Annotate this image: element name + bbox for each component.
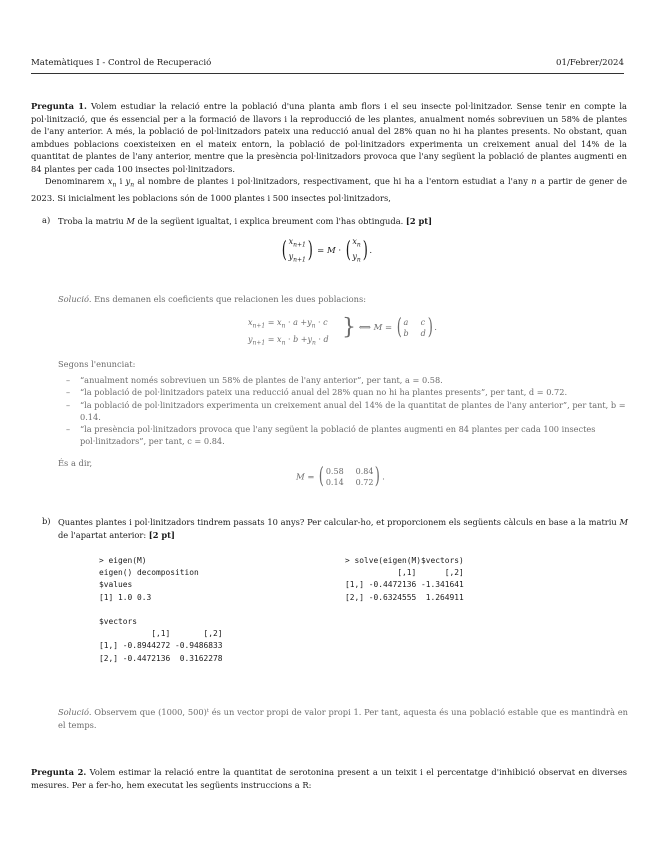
page-header [31,58,624,68]
equation-system-rhs: } ⟺ M = ( a c b d ) . [342,314,437,340]
q1-intro-2: Denominarem $x_n$ i $y_n$ al nombre de plantes i pol·linitzadors, respectivament, que hi ha a l'entorn estudiat a l'any n a partir de gener de 2023. Si inicialment les poblacions són de 1000 plantes i 500 insectes pol·linitzadors, [31,176,627,204]
part-a-text: Troba la matriu M de la següent igualtat, i explica breument com l'has obtinguda. [2 pt] [58,216,433,226]
equation-recurrence: ( $x_{n+1}$ $y_{n+1}$ ) = M · ( $x_n$ $y_n$ ) . [281,237,373,264]
es-a-dir: És a dir, [58,458,93,468]
q2-text: Volem estimar la relació entre la quantitat de serotonina present a un teixit i el percentatge d'inhibició observat en diverses mesures. Per a fer-ho, hem executat les següents instruccions a R: [31,767,627,790]
part-b-text: Quantes plantes i pol·linitzadors tindrem passats 10 anys? Per calcular-ho, et proporcionem els següents càlculs en base a la matriu M de l'apartat anterior: [2 pt] [58,517,628,540]
bullet-item: – “anualment només sobreviuen un 58% de plantes de l'any anterior”, per tant, a = 0.58. [66,375,443,385]
code-eigen: > eigen(M) eigen() decomposition $values [1] 1.0 0.3 $vectors [,1] [,2] [1,] -0.8944272 -0.9486833 [2,] -0.4472136 0.3162278 [99,556,223,663]
header-rule [31,73,624,74]
equation-system: $x_{n+1} = x_n \cdot a +y_n \cdot c$ $y_{n+1} = x_n \cdot b +y_n \cdot d$ [248,318,329,347]
matrix-M: M = ( 0.58 0.84 0.14 0.72 ) . [296,464,385,489]
solution-b: Solució. Observem que (1000, 500)ᵗ és un vector propi de valor propi 1. Per tant, aquesta és una població estable que es mantindrà en el temps. [58,707,628,730]
header-left: Matemàtiques I - Control de Recuperació [31,58,212,68]
part-a-label: a) [42,215,51,225]
solution-bullets [66,374,626,448]
part-b-label: b) [42,516,51,526]
header-date: 01/Febrer/2024 [556,58,624,68]
segons-label: Segons l'enunciat: [58,359,136,369]
bullet-item: – “la presència pol·linitzadors provoca que l'any següent la població de plantes augmenti en 84 plantes per cada 100 insectes pol·linitzadors”, per tant, c = 0.84. [66,424,596,447]
q1-title: Pregunta 1. [31,101,87,111]
solution-a-intro: Solució. Ens demanen els coeficients que relacionen les dues poblacions: [58,294,367,304]
q2-title: Pregunta 2. [31,767,87,777]
q2-intro [31,766,627,791]
bullet-item: – “la població de pol·linitzadors experimenta un creixement anual del 14% de la quantitat de plantes de l'any anterior”, per tant, b = 0.14. [66,399,626,422]
q1-intro-text: Volem estudiar la relació entre la població d'una planta amb flors i el seu insecte pol·linitzador. Sense tenir en compte la pol·linització, que és essencial per a la formació de llavors i la reproducció de les plantes, anualment només sobreviuen un 58% de plantes de l'any anterior. A més, la població de pol·linitzadors pateix una reducció anual del 28% quan no hi ha plantes presents. No obstant, quan ambdues poblacions coexisteixen en el mateix entorn, la població de pol·linitzadors experimenta un creixement anual del 14% de la quantitat de plantes de l'any anterior, mentre que la presència pol·linitzadors provoca que l'any següent la població de plantes augmenti en 84 plantes per cada 100 insectes pol·linitzadors. [31,101,628,174]
bullet-item: – “la població de pol·linitzadors pateix una reducció anual del 28% quan no hi ha plantes presents”, per tant, d = 0.72. [66,387,568,398]
code-solve: > solve(eigen(M)$vectors) [,1] [,2] [1,] -0.4472136 -1.341641 [2,] -0.6324555 1.264911 [345,556,464,602]
q1-intro [31,100,627,176]
